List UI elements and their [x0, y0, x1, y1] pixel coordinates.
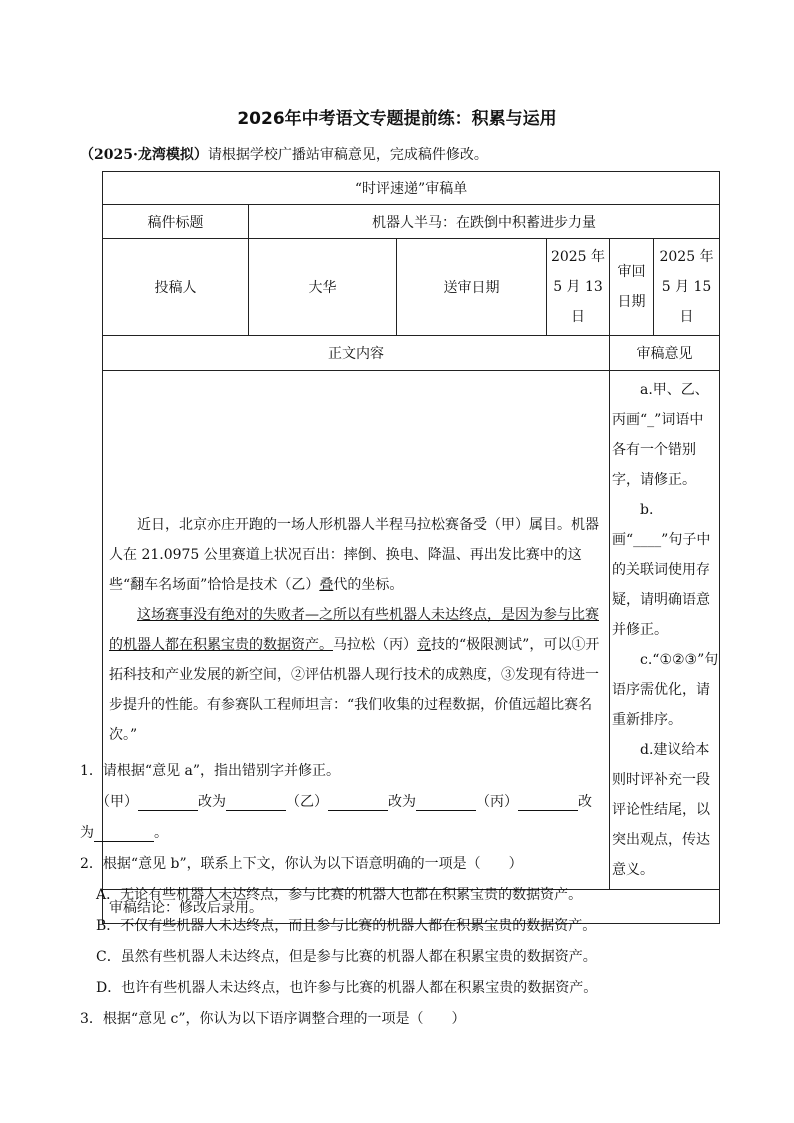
return-date-day: 日 [679, 309, 694, 325]
blank-yi-fix[interactable] [416, 796, 476, 811]
opinion-label: 审稿意见 [610, 336, 720, 371]
body-paragraph-2: 这场赛事没有绝对的失败者—之所以有些机器人未达终点，是因为参与比赛的机器人都在积累宝贵的数据资产。马拉松（丙）竞技的“极限测试”，可以①开拓科技和产业发展的新空间，②评估机器人现行技术的成熟度，③发现有待进一步提升的性能。有参赛队工程师坦言：“我们收集的过程数据，价值远超比赛名次。” [109, 607, 600, 743]
opinion-c: c.“①②③”句语序需优化，请重新排序。 [612, 652, 719, 728]
intro-source: （2025·龙湾模拟） [80, 147, 208, 163]
return-date [654, 239, 720, 336]
blank-jia[interactable] [138, 796, 198, 811]
opinion-b: b.画“____”句子中的关联词使用存疑，请明确语意并修正。 [612, 502, 711, 638]
body-content [103, 371, 610, 890]
submit-date-day: 日 [571, 309, 585, 325]
return-label-line2: 日期 [617, 294, 646, 310]
intro [80, 144, 488, 164]
title-value: 机器人半马：在跌倒中积蓄进步力量 [249, 205, 720, 239]
blank-bing[interactable] [518, 796, 578, 811]
return-label-line1: 审回 [617, 264, 646, 280]
submit-date-month: 5 月 13 [553, 279, 603, 295]
body-label: 正文内容 [103, 336, 610, 371]
option-c[interactable]: C．虽然有些机器人未达终点，但是参与比赛的机器人都在积累宝贵的数据资产。 [96, 949, 597, 965]
question-1-blanks: （甲） 改为 （乙） 改为 （丙） 改 [96, 794, 592, 810]
author-label: 投稿人 [103, 239, 249, 336]
question-1-blanks-cont: 为 。 [80, 825, 168, 841]
conclusion: 审稿结论：修改后录用。 [103, 890, 720, 924]
option-a[interactable]: A．无论有些机器人未达终点，参与比赛的机器人也都在积累宝贵的数据资产。 [96, 887, 583, 903]
title-label: 稿件标题 [103, 205, 249, 239]
author-value: 大华 [249, 239, 397, 336]
submit-date [547, 239, 610, 336]
submit-date-year: 2025 年 [550, 249, 606, 265]
underlined-sentence: 这场赛事没有绝对的失败者—之所以有些机器人未达终点，是因为参与比赛的机器人都在积累宝贵的数据资产。 [109, 607, 599, 653]
return-date-label [610, 239, 654, 336]
opinion-a: a.甲、乙、丙画“_”词语中各有一个错别字，请修正。 [612, 382, 709, 488]
return-date-year: 2025 年 [659, 249, 714, 265]
option-b[interactable]: B．不仅有些机器人未达终点，而且参与比赛的机器人都在积累宝贵的数据资产。 [96, 918, 597, 934]
page-title: 2026年中考语文专题提前练：积累与运用 [237, 109, 557, 129]
blank-bing-fix[interactable] [94, 827, 154, 842]
question-3: 3．根据“意见 c”，你认为以下语序调整合理的一项是（ ） [80, 1011, 466, 1027]
opinions [610, 371, 720, 890]
return-date-month: 5 月 15 [661, 279, 712, 295]
question-2: 2．根据“意见 b”，联系上下文，你认为以下语意明确的一项是（ ） [80, 856, 523, 872]
submit-date-label: 送审日期 [397, 239, 547, 336]
option-d[interactable]: D．也许有些机器人未达终点，也许参与比赛的机器人都在积累宝贵的数据资产。 [96, 980, 598, 996]
blank-yi[interactable] [328, 796, 388, 811]
opinion-d: d.建议给本则时评补充一段评论性结尾，以突出观点，传达意义。 [612, 742, 710, 878]
review-sheet [102, 171, 720, 924]
blank-jia-fix[interactable] [226, 796, 286, 811]
typo-yi: 叠 [319, 577, 334, 593]
intro-text: 请根据学校广播站审稿意见，完成稿件修改。 [207, 147, 488, 163]
question-1: 1．请根据“意见 a”，指出错别字并修正。 [80, 763, 341, 779]
body-paragraph-1: 近日，北京亦庄开跑的一场人形机器人半程马拉松赛备受（甲）属目。机器人在 21.0975 公里赛道上状况百出：摔倒、换电、降温、再出发比赛中的这些“翻车名场面”恰恰是技术（乙）叠代的坐标。 [109, 517, 599, 593]
typo-bing: 竞 [417, 637, 431, 653]
sheet-header: “时评速递”审稿单 [103, 172, 720, 205]
